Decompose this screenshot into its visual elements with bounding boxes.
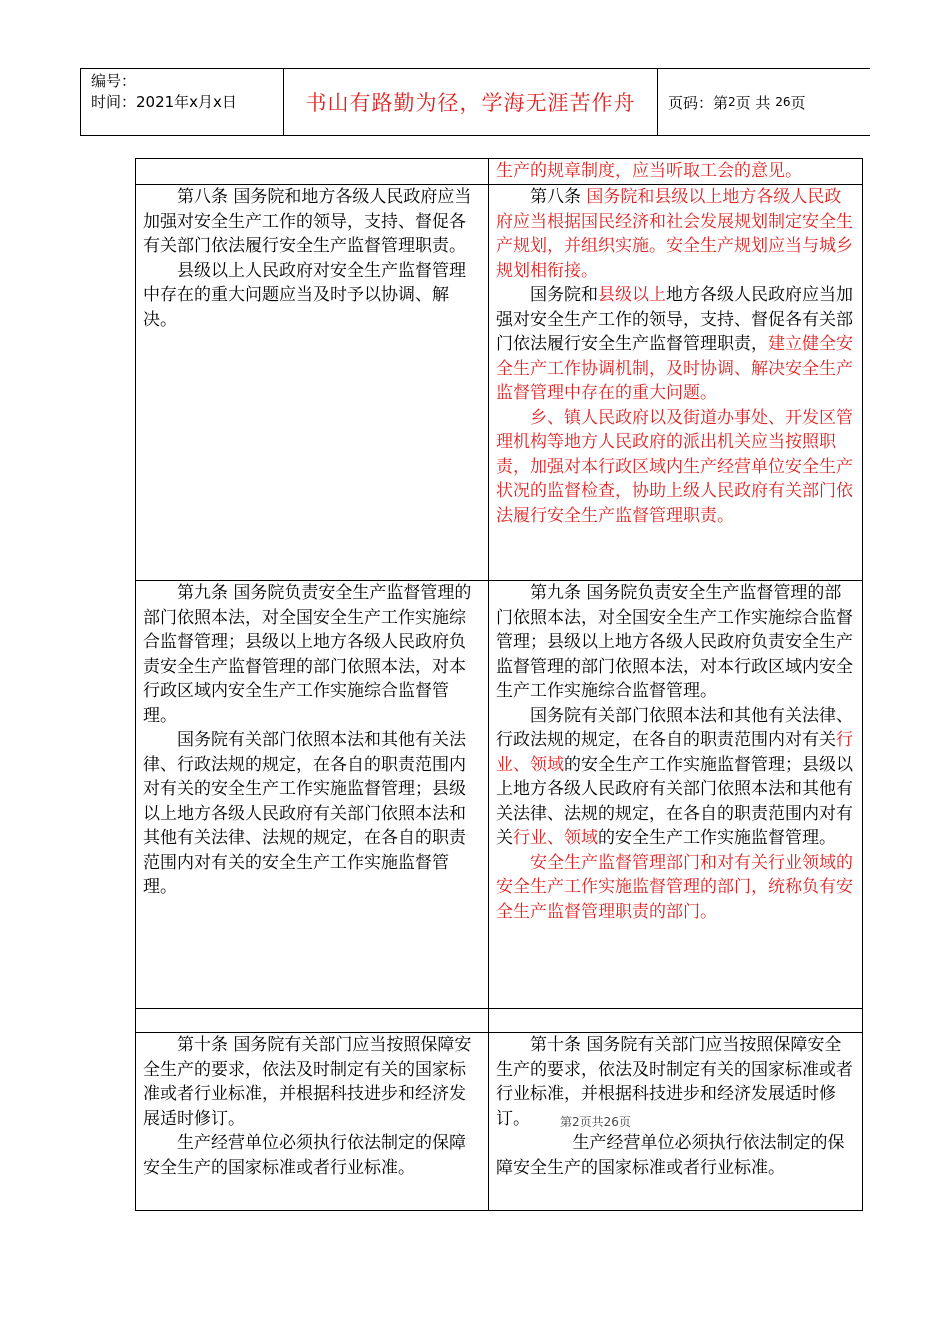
amended-text: 建立健全安全生产工作协调机制，及时协调、解决安全生产监督管理中存在的重大问题。 bbox=[496, 334, 853, 403]
page-prefix: 页码：第 bbox=[668, 93, 729, 112]
table-row bbox=[136, 1009, 863, 1033]
old-text-cell bbox=[136, 1033, 489, 1211]
paragraph: 生产的规章制度，应当听取工会的意见。 bbox=[496, 161, 802, 181]
new-text-cell bbox=[489, 1009, 863, 1033]
footer-page-number: 第2页共26页 bbox=[560, 1115, 631, 1129]
paragraph bbox=[496, 185, 855, 283]
old-text-cell bbox=[136, 159, 489, 185]
table-row bbox=[136, 159, 863, 185]
paragraph: 生产经营单位必须执行依法制定的保障安全生产的国家标准或者行业标准。 bbox=[496, 1133, 845, 1178]
paragraph: 第十条 国务院有关部门应当按照保障安全生产的要求，依法及时制定有关的国家标准或者行业标准，并根据科技进步和经济发展适时修订。 bbox=[143, 1035, 472, 1129]
new-text-cell bbox=[489, 185, 863, 581]
comparison-table bbox=[135, 158, 863, 1211]
table-row bbox=[136, 1033, 863, 1211]
document-header bbox=[80, 68, 870, 136]
table-row bbox=[136, 581, 863, 1009]
page-current: 2 bbox=[728, 95, 736, 109]
paragraph: 第十条 国务院有关部门应当按照保障安全生产的要求，依法及时制定有关的国家标准或者行业标准，并根据科技进步和经济发展适时修订。 bbox=[496, 1035, 853, 1129]
text-segment: 的安全生产工作实施监督管理。 bbox=[598, 828, 836, 848]
old-text-cell bbox=[136, 581, 489, 1009]
paragraph: 第九条 国务院负责安全生产监督管理的部门依照本法，对全国安全生产工作实施综合监督管理；县级以上地方各级人民政府负责安全生产监督管理的部门依照本法，对本行政区域内安全生产工作实施综合监督管理。 bbox=[496, 583, 853, 701]
text-segment: 国务院和 bbox=[530, 285, 598, 305]
old-text-cell bbox=[136, 185, 489, 581]
paragraph: 生产经营单位必须执行依法制定的保障安全生产的国家标准或者行业标准。 bbox=[143, 1133, 466, 1178]
amended-text: 县级以上 bbox=[598, 285, 666, 305]
header-motto: 书山有路勤为径，学海无涯苦作舟 bbox=[284, 69, 658, 135]
paragraph: 县级以上人民政府对安全生产监督管理中存在的重大问题应当及时予以协调、解决。 bbox=[143, 260, 466, 330]
paragraph: 第九条 国务院负责安全生产监督管理的部门依照本法，对全国安全生产工作实施综合监督管理；县级以上地方各级人民政府负责安全生产监督管理的部门依照本法，对本行政区域内安全生产工作实施综合监督管理。 bbox=[143, 583, 472, 726]
new-text-cell bbox=[489, 159, 863, 185]
page-total: 26 bbox=[775, 95, 791, 109]
number-label: 编号： bbox=[91, 72, 137, 90]
article-number: 第八条 bbox=[530, 187, 587, 207]
old-text-cell bbox=[136, 1009, 489, 1033]
amended-text: 行业、领域 bbox=[496, 730, 853, 775]
paragraph bbox=[496, 704, 855, 851]
paragraph bbox=[496, 283, 855, 406]
amended-text: 行业、领域 bbox=[513, 828, 598, 848]
new-text-cell bbox=[489, 581, 863, 1009]
amended-text: 国务院和县级以上地方各级人民政府应当根据国民经济和社会发展规划制定安全生产规划，并组织实施。安全生产规划应当与城乡规划相衔接。 bbox=[496, 187, 853, 281]
time-label: 时间：2021年x月x日 bbox=[91, 93, 237, 111]
paragraph: 安全生产监督管理部门和对有关行业领域的安全生产工作实施监督管理的部门，统称负有安全生产监督管理职责的部门。 bbox=[496, 852, 853, 922]
text-segment: 地方各级人民政府应当加强对安全生产工作的领导，支持、督促各有关部门依法履行安全生产监督管理职责， bbox=[496, 285, 853, 354]
text-segment: 国务院有关部门依照本法和其他有关法律、行政法规的规定，在各自的职责范围内对有关 bbox=[496, 705, 853, 750]
table-row bbox=[136, 185, 863, 581]
page-mid: 页 共 bbox=[735, 93, 771, 112]
page-indicator bbox=[658, 69, 870, 135]
new-text-cell bbox=[489, 1033, 863, 1211]
paragraph: 国务院有关部门依照本法和其他有关法律、行政法规的规定，在各自的职责范围内对有关的安全生产工作实施监督管理；县级以上地方各级人民政府有关部门依照本法和其他有关法律、法规的规定，在各自的职责范围内对有关的安全生产工作实施监督管理。 bbox=[143, 730, 466, 897]
page-suffix: 页 bbox=[790, 93, 806, 112]
text-segment: 的安全生产工作实施监督管理；县级以上地方各级人民政府有关部门依照本法和其他有关法律、法规的规定，在各自的职责范围内对有关 bbox=[496, 754, 853, 848]
header-meta bbox=[81, 69, 284, 135]
paragraph: 第八条 国务院和地方各级人民政府应当加强对安全生产工作的领导，支持、督促各有关部门依法履行安全生产监督管理职责。 bbox=[143, 187, 472, 256]
paragraph: 乡、镇人民政府以及街道办事处、开发区管理机构等地方人民政府的派出机关应当按照职责，加强对本行政区域内生产经营单位安全生产状况的监督检查，协助上级人民政府有关部门依法履行安全生产监督管理职责。 bbox=[496, 407, 853, 526]
